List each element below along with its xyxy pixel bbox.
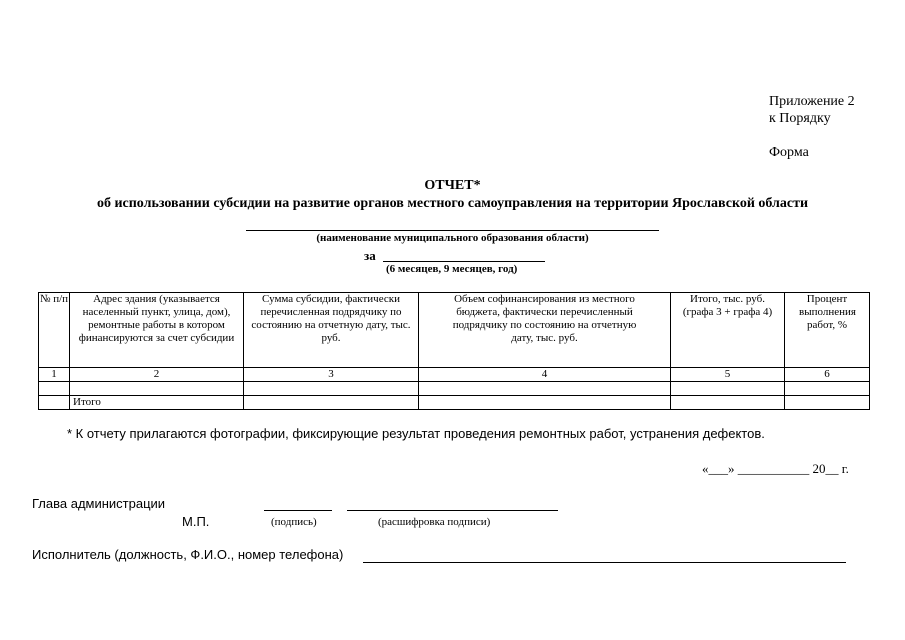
table-cell: [70, 382, 244, 396]
table-header-row: [39, 293, 870, 368]
form-label: Форма: [769, 145, 809, 160]
head-of-administration: Глава администрации: [32, 496, 166, 511]
header-cell: Сумма субсидии, фактически перечисленная подрядчику по состоянию на отчетную дату, тыс. руб.: [244, 293, 419, 368]
report-subtitle: об использовании субсидии на развитие органов местного самоуправления на территории Ярославской области: [96, 196, 809, 211]
header-cell: Объем софинансирования из местного бюджета, фактически перечисленный подрядчику по состоянию на отчетную дату, тыс. руб.: [419, 293, 671, 368]
table-cell: [419, 382, 671, 396]
decoding-caption: (расшифровка подписи): [378, 516, 491, 528]
table-cell: [244, 382, 419, 396]
table-cell: [39, 382, 70, 396]
table-cell: [244, 396, 419, 410]
column-number: 3: [244, 368, 419, 382]
table-cell: [785, 382, 870, 396]
header-cell: Процент выполнения работ, %: [785, 293, 870, 368]
annex-line-2: к Порядку: [769, 111, 831, 126]
executor-label: Исполнитель (должность, Ф.И.О., номер телефона): [32, 547, 344, 562]
report-table: [38, 292, 870, 410]
signature-line: [264, 510, 332, 511]
header-cell: Адрес здания (указывается населенный пункт, улица, дом), ремонтные работы в котором финансируются за счет субсидии: [70, 293, 244, 368]
column-number: 2: [70, 368, 244, 382]
period-caption: (6 месяцев, 9 месяцев, год): [386, 263, 518, 275]
annex-reference: [769, 93, 855, 127]
column-number: 4: [419, 368, 671, 382]
period-line: [383, 261, 545, 262]
table-cell: [671, 382, 785, 396]
table-cell: [419, 396, 671, 410]
table-cell: [785, 396, 870, 410]
municipality-caption: (наименование муниципального образования области): [316, 232, 589, 244]
stamp-label: М.П.: [182, 514, 210, 529]
table-cell: [671, 396, 785, 410]
column-number: 5: [671, 368, 785, 382]
footnote: * К отчету прилагаются фотографии, фиксирующие результат проведения ремонтных работ, устранения дефектов.: [67, 426, 765, 441]
annex-line-1: Приложение 2: [769, 94, 855, 109]
signature-caption: (подпись): [271, 516, 317, 528]
total-row: [39, 396, 870, 410]
header-cell: № п/п: [39, 293, 70, 368]
total-label: Итого: [70, 396, 244, 410]
table-row: [39, 382, 870, 396]
column-number: 6: [785, 368, 870, 382]
report-title: ОТЧЕТ*: [424, 178, 481, 193]
header-cell: Итого, тыс. руб. (графа 3 + графа 4): [671, 293, 785, 368]
date-line: «___» ___________ 20__ г.: [702, 461, 849, 476]
municipality-line: [246, 230, 659, 231]
table-cell: [39, 396, 70, 410]
decoding-line: [347, 510, 558, 511]
column-number: 1: [39, 368, 70, 382]
period-prefix: за: [364, 248, 376, 263]
column-number-row: [39, 368, 870, 382]
executor-line: [363, 562, 846, 563]
